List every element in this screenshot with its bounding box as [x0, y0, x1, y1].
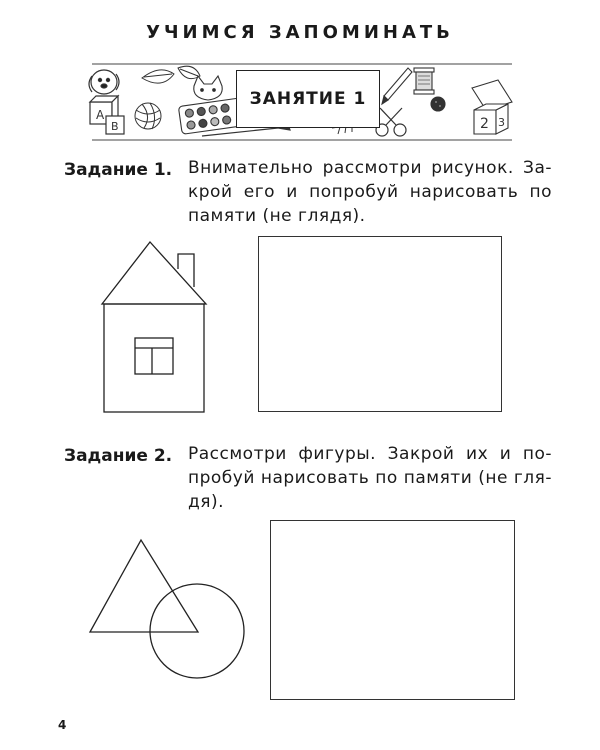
puppy-icon — [89, 70, 119, 94]
task-1-label: Задание 1. — [64, 160, 173, 180]
task-1-line-1: Внимательно рассмотри рисунок. За- — [188, 158, 552, 178]
page-number: 4 — [58, 718, 67, 732]
thread-spool-icon — [414, 68, 434, 94]
shapes-figure — [84, 534, 254, 684]
lesson-label: ЗАНЯТИЕ 1 — [249, 89, 367, 109]
block-number-2: 2 — [480, 116, 489, 132]
lesson-label-box — [236, 70, 380, 128]
task-1-line-3: памяти (не глядя). — [188, 206, 366, 226]
drawing-area-1[interactable] — [258, 236, 502, 412]
block-number-3: 3 — [498, 116, 505, 129]
task-2-label: Задание 2. — [64, 446, 173, 466]
number-blocks-icon — [472, 80, 512, 134]
house-roof — [102, 242, 206, 304]
pencil-icon — [382, 68, 412, 104]
block-letter-b: B — [111, 120, 119, 133]
section-title: УЧИМСЯ ЗАПОМИНАТЬ — [146, 22, 454, 43]
house-figure — [96, 236, 216, 418]
task-1-line-2: крой его и попробуй нарисовать по — [188, 182, 552, 202]
task-2-text — [188, 442, 552, 514]
cat-icon — [194, 76, 222, 100]
scissors-icon — [376, 108, 406, 136]
drawing-area-2[interactable] — [270, 520, 515, 700]
house-wall — [104, 304, 204, 412]
task-2-line-3: дя). — [188, 492, 225, 512]
house-window — [135, 338, 173, 374]
task-2-line-1: Рассмотри фигуры. Закрой их и по- — [188, 444, 552, 464]
block-letter-a: A — [96, 108, 105, 122]
task-2-line-2: пробуй нарисовать по памяти (не гля- — [188, 468, 552, 488]
task-1-text — [188, 156, 552, 228]
button-icon — [431, 97, 445, 111]
leaf-icon — [142, 66, 200, 83]
yarn-ball-icon — [135, 103, 161, 129]
